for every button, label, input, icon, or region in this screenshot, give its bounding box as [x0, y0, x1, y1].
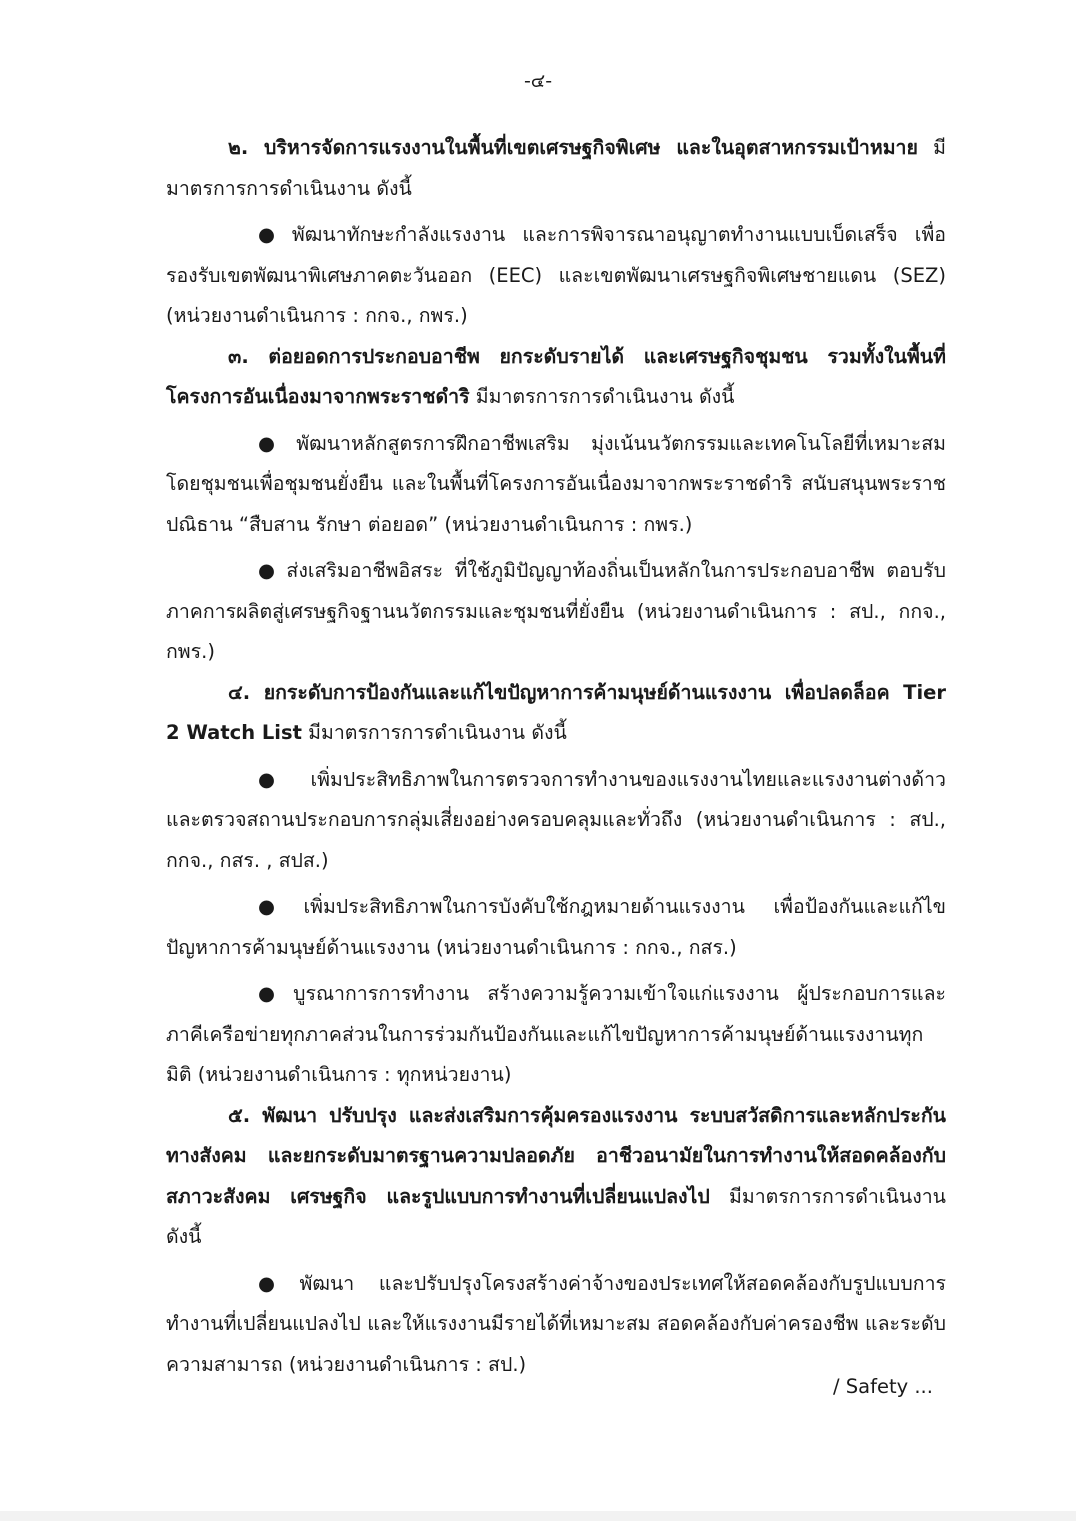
section-4-intro: มีมาตรการการดำเนินงาน ดังนี้	[308, 721, 567, 744]
section-4-heading: ๔. ยกระดับการป้องกันและแก้ไขปัญหาการค้ามนุษย์ด้านแรงงาน เพื่อปลดล็อค Tier 2 Watch List	[166, 680, 946, 744]
section-4-bullet-3	[166, 974, 946, 1096]
bullet-icon: ●	[258, 895, 298, 918]
bullet-icon: ●	[258, 767, 305, 791]
bullet-text: พัฒนาหลักสูตรการฝึกอาชีพเสริม มุ่งเน้นนวัตกรรมและเทคโนโลยีที่เหมาะสม โดยชุมชนเพื่อชุมชนยั่งยืน และในพื้นที่โครงการอันเนื่องมาจากพระราชดำริ สนับสนุนพระราชปณิธาน “สืบสาน รักษา ต่อยอด” (หน่วยงานดำเนินการ : กพร.)	[166, 431, 946, 536]
section-4-bullet-2	[166, 887, 946, 968]
section-2-paragraph	[166, 128, 946, 209]
section-2-bullet-1	[166, 215, 946, 337]
section-2-intro: มีมาตรการการดำเนินงาน ดังนี้	[166, 136, 947, 200]
section-3-bullet-2	[166, 551, 946, 673]
section-5-intro: มีมาตรการการดำเนินงาน ดังนี้	[166, 1184, 946, 1248]
bullet-icon: ●	[258, 982, 288, 1005]
section-4-paragraph	[166, 673, 946, 754]
bullet-text: พัฒนาทักษะกำลังแรงงาน และการพิจารณาอนุญาตทำงานแบบเบ็ดเสร็จ เพื่อรองรับเขตพัฒนาพิเศษภาคตะวันออก (EEC) และเขตพัฒนาเศรษฐกิจพิเศษชายแดน (SEZ) (หน่วยงานดำเนินการ : กกจ., กพร.)	[166, 223, 947, 327]
section-3-heading: ๓. ต่อยอดการประกอบอาชีพ ยกระดับรายได้ และเศรษฐกิจชุมชน รวมทั้งในพื้นที่โครงการอันเนื่องมาจากพระราชดำริ	[166, 344, 946, 408]
section-3-bullet-1	[166, 424, 946, 546]
bullet-text: พัฒนา และปรับปรุงโครงสร้างค่าจ้างของประเทศให้สอดคล้องกับรูปแบบการทำงานที่เปลี่ยนแปลงไป และให้แรงงานมีรายได้ที่เหมาะสม สอดคล้องกับค่าครองชีพ และระดับความสามารถ (หน่วยงานดำเนินการ : สป.)	[166, 1271, 946, 1376]
bullet-icon: ●	[258, 1271, 294, 1295]
continuation-note: / Safety ...	[833, 1375, 933, 1398]
page-bottom-edge	[0, 1511, 1076, 1521]
page-number: -๔-	[523, 70, 553, 92]
section-2-heading: ๒. บริหารจัดการแรงงานในพื้นที่เขตเศรษฐกิจพิเศษ และในอุตสาหกรรมเป้าหมาย	[228, 136, 918, 159]
bullet-text: เพิ่มประสิทธิภาพในการตรวจการทำงานของแรงงานไทยและแรงงานต่างด้าว และตรวจสถานประกอบการกลุ่มเสี่ยงอย่างครอบคลุมและทั่วถึง (หน่วยงานดำเนินการ : สป., กกจ., กสร. , สปส.)	[166, 767, 946, 872]
bullet-text: บูรณาการการทำงาน สร้างความรู้ความเข้าใจแก่แรงงาน ผู้ประกอบการและภาคีเครือข่ายทุกภาคส่วนในการร่วมกันป้องกันและแก้ไขปัญหาการค้ามนุษย์ด้านแรงงานทุกมิติ (หน่วยงานดำเนินการ : ทุกหน่วยงาน)	[166, 982, 946, 1086]
bullet-icon: ●	[258, 431, 291, 455]
section-5-bullet-1	[166, 1264, 946, 1386]
document-body	[166, 128, 946, 1385]
bullet-icon: ●	[258, 223, 286, 246]
section-3-paragraph	[166, 337, 946, 418]
bullet-text: ส่งเสริมอาชีพอิสระ ที่ใช้ภูมิปัญญาท้องถิ่นเป็นหลักในการประกอบอาชีพ ตอบรับภาคการผลิตสู่เศรษฐกิจฐานนวัตกรรมและชุมชนที่ยั่งยืน (หน่วยงานดำเนินการ : สป., กกจ., กพร.)	[166, 559, 946, 663]
bullet-icon: ●	[258, 559, 281, 582]
section-3-intro: มีมาตรการการดำเนินงาน ดังนี้	[475, 385, 735, 408]
section-5-heading: ๕. พัฒนา ปรับปรุง และส่งเสริมการคุ้มครองแรงงาน ระบบสวัสดิการและหลักประกันทางสังคม และยกระดับมาตรฐานความปลอดภัย อาชีวอนามัยในการทำงานให้สอดคล้องกับสภาวะสังคม เศรษฐกิจ และรูปแบบการทำงานที่เปลี่ยนแปลงไป	[166, 1103, 946, 1208]
section-4-bullet-1	[166, 760, 946, 882]
bullet-text: เพิ่มประสิทธิภาพในการบังคับใช้กฎหมายด้านแรงงาน เพื่อป้องกันและแก้ไขปัญหาการค้ามนุษย์ด้านแรงงาน (หน่วยงานดำเนินการ : กกจ., กสร.)	[166, 895, 946, 959]
section-5-paragraph	[166, 1096, 946, 1258]
